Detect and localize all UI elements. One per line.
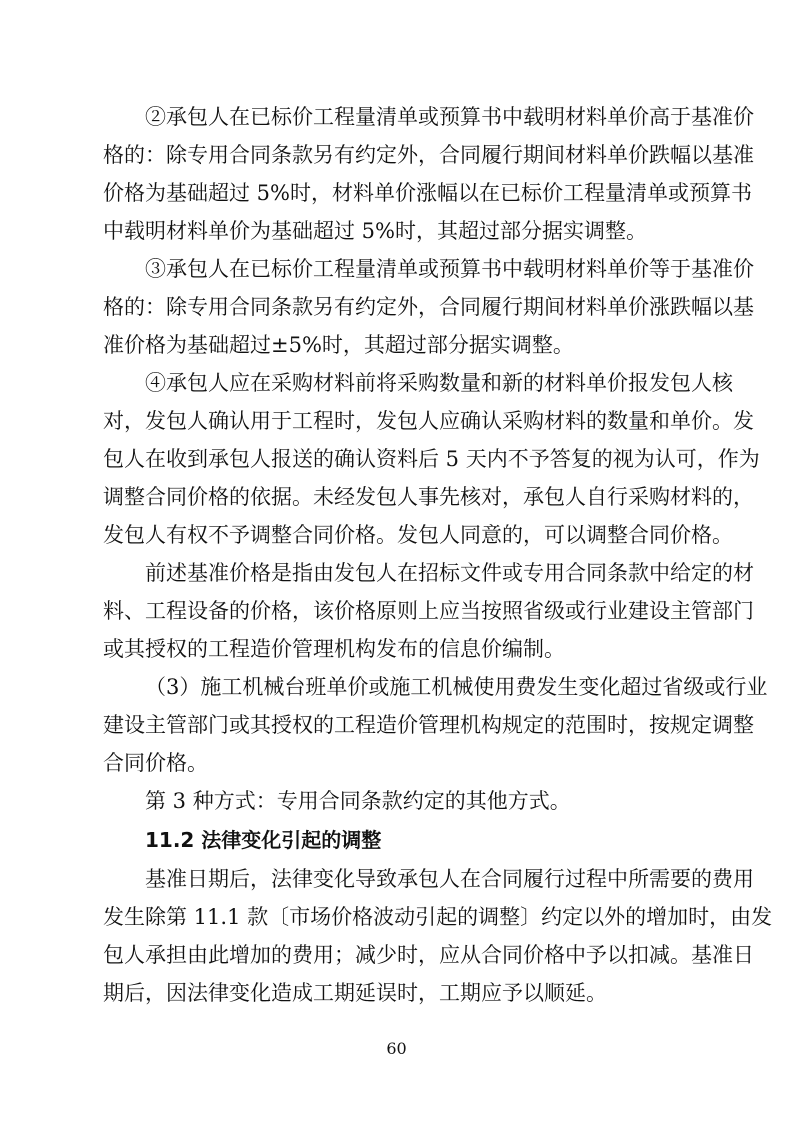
item-3-line-1: （3）施工机械台班单价或施工机械使用费发生变化超过省级或行业: [145, 675, 768, 699]
law-change-paragraph-line-2: 发生除第 11.1 款〔市场价格波动引起的调整〕约定以外的增加时，由发: [103, 905, 773, 929]
base-price-paragraph-line-1: 前述基准价格是指由发包人在招标文件或专用合同条款中给定的材: [145, 561, 754, 585]
item-3-line-2: 建设主管部门或其授权的工程造价管理机构规定的范围时，按规定调整: [103, 713, 754, 737]
base-price-paragraph-line-2: 料、工程设备的价格，该价格原则上应当按照省级或行业建设主管部门: [103, 599, 754, 623]
law-change-paragraph-line-1: 基准日期后，法律变化导致承包人在合同履行过程中所需要的费用: [145, 867, 754, 891]
paragraph-2-line-2: 格的：除专用合同条款另有约定外，合同履行期间材料单价跌幅以基准: [103, 143, 754, 167]
paragraph-4-line-4: 调整合同价格的依据。未经发包人事先核对，承包人自行采购材料的，: [103, 485, 754, 509]
paragraph-4-line-2: 对，发包人确认用于工程时，发包人应确认采购材料的数量和单价。发: [103, 409, 754, 433]
law-change-paragraph-line-4: 期后，因法律变化造成工期延误时，工期应予以顺延。: [103, 981, 607, 1005]
item-3-line-3: 合同价格。: [103, 751, 208, 775]
paragraph-4-line-1: ④承包人应在采购材料前将采购数量和新的材料单价报发包人核: [145, 371, 733, 395]
method-3-line: 第 3 种方式：专用合同条款约定的其他方式。: [145, 789, 571, 813]
paragraph-2-line-1: ②承包人在已标价工程量清单或预算书中载明材料单价高于基准价: [145, 105, 754, 129]
paragraph-4-line-5: 发包人有权不予调整合同价格。发包人同意的，可以调整合同价格。: [103, 523, 733, 547]
paragraph-2-line-4: 中载明材料单价为基础超过 5%时，其超过部分据实调整。: [103, 219, 647, 243]
paragraph-4-line-3: 包人在收到承包人报送的确认资料后 5 天内不予答复的视为认可，作为: [103, 447, 760, 471]
page-number: 60: [386, 1039, 407, 1058]
paragraph-3-line-1: ③承包人在已标价工程量清单或预算书中载明材料单价等于基准价: [145, 257, 754, 281]
section-heading: 11.2 法律变化引起的调整: [145, 828, 382, 852]
paragraph-3-line-2: 格的：除专用合同条款另有约定外，合同履行期间材料单价涨跌幅以基: [103, 295, 754, 319]
law-change-paragraph-line-3: 包人承担由此增加的费用；减少时，应从合同价格中予以扣减。基准日: [103, 943, 754, 967]
base-price-paragraph-line-3: 或其授权的工程造价管理机构发布的信息价编制。: [103, 637, 565, 661]
paragraph-2-line-3: 价格为基础超过 5%时，材料单价涨幅以在已标价工程量清单或预算书: [103, 181, 752, 205]
paragraph-3-line-3: 准价格为基础超过±5%时，其超过部分据实调整。: [103, 333, 574, 357]
